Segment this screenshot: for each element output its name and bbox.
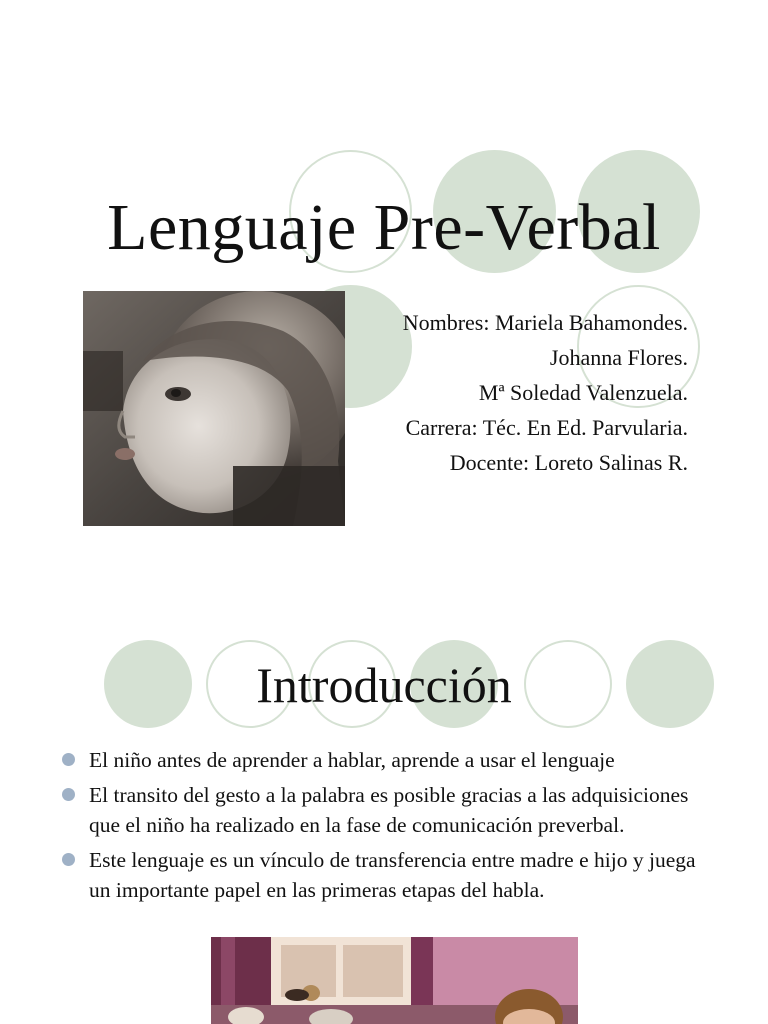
introduction-heading: Introducción (256, 657, 512, 713)
credits-names: Nombres: Mariela Bahamondes. (402, 310, 688, 335)
bullet-text: Este lenguaje es un vínculo de transferencia entre madre e hijo y juega un importante papel en las primeras etapas del habla. (89, 848, 696, 902)
slide-title-heading: Lenguaje Pre-Verbal (107, 191, 661, 264)
bullet-dot-icon (62, 788, 75, 801)
credits-teacher: Docente: Loreto Salinas R. (449, 450, 688, 475)
credits-list (328, 305, 688, 480)
bullet-item (62, 845, 722, 905)
nursery-photo-graphic (211, 937, 578, 1024)
bullet-item (62, 745, 722, 775)
bullet-dot-icon (62, 853, 75, 866)
bullet-dot-icon (62, 753, 75, 766)
credits-career: Carrera: Téc. En Ed. Parvularia. (405, 415, 688, 440)
bullet-text: El niño antes de aprender a hablar, aprende a usar el lenguaje (89, 748, 615, 772)
nursery-room-photo (211, 937, 578, 1024)
credits-name-2: Johanna Flores. (549, 345, 688, 370)
child-photo-graphic (83, 291, 345, 526)
bullet-item (62, 780, 722, 840)
bullet-text: El transito del gesto a la palabra es posible gracias a las adquisiciones que el niño ha realizado en la fase de comunicación preverbal. (89, 783, 689, 837)
credits-name-3: Mª Soledad Valenzuela. (478, 380, 688, 405)
child-profile-photo (83, 291, 345, 526)
introduction-bullet-list (62, 745, 722, 910)
